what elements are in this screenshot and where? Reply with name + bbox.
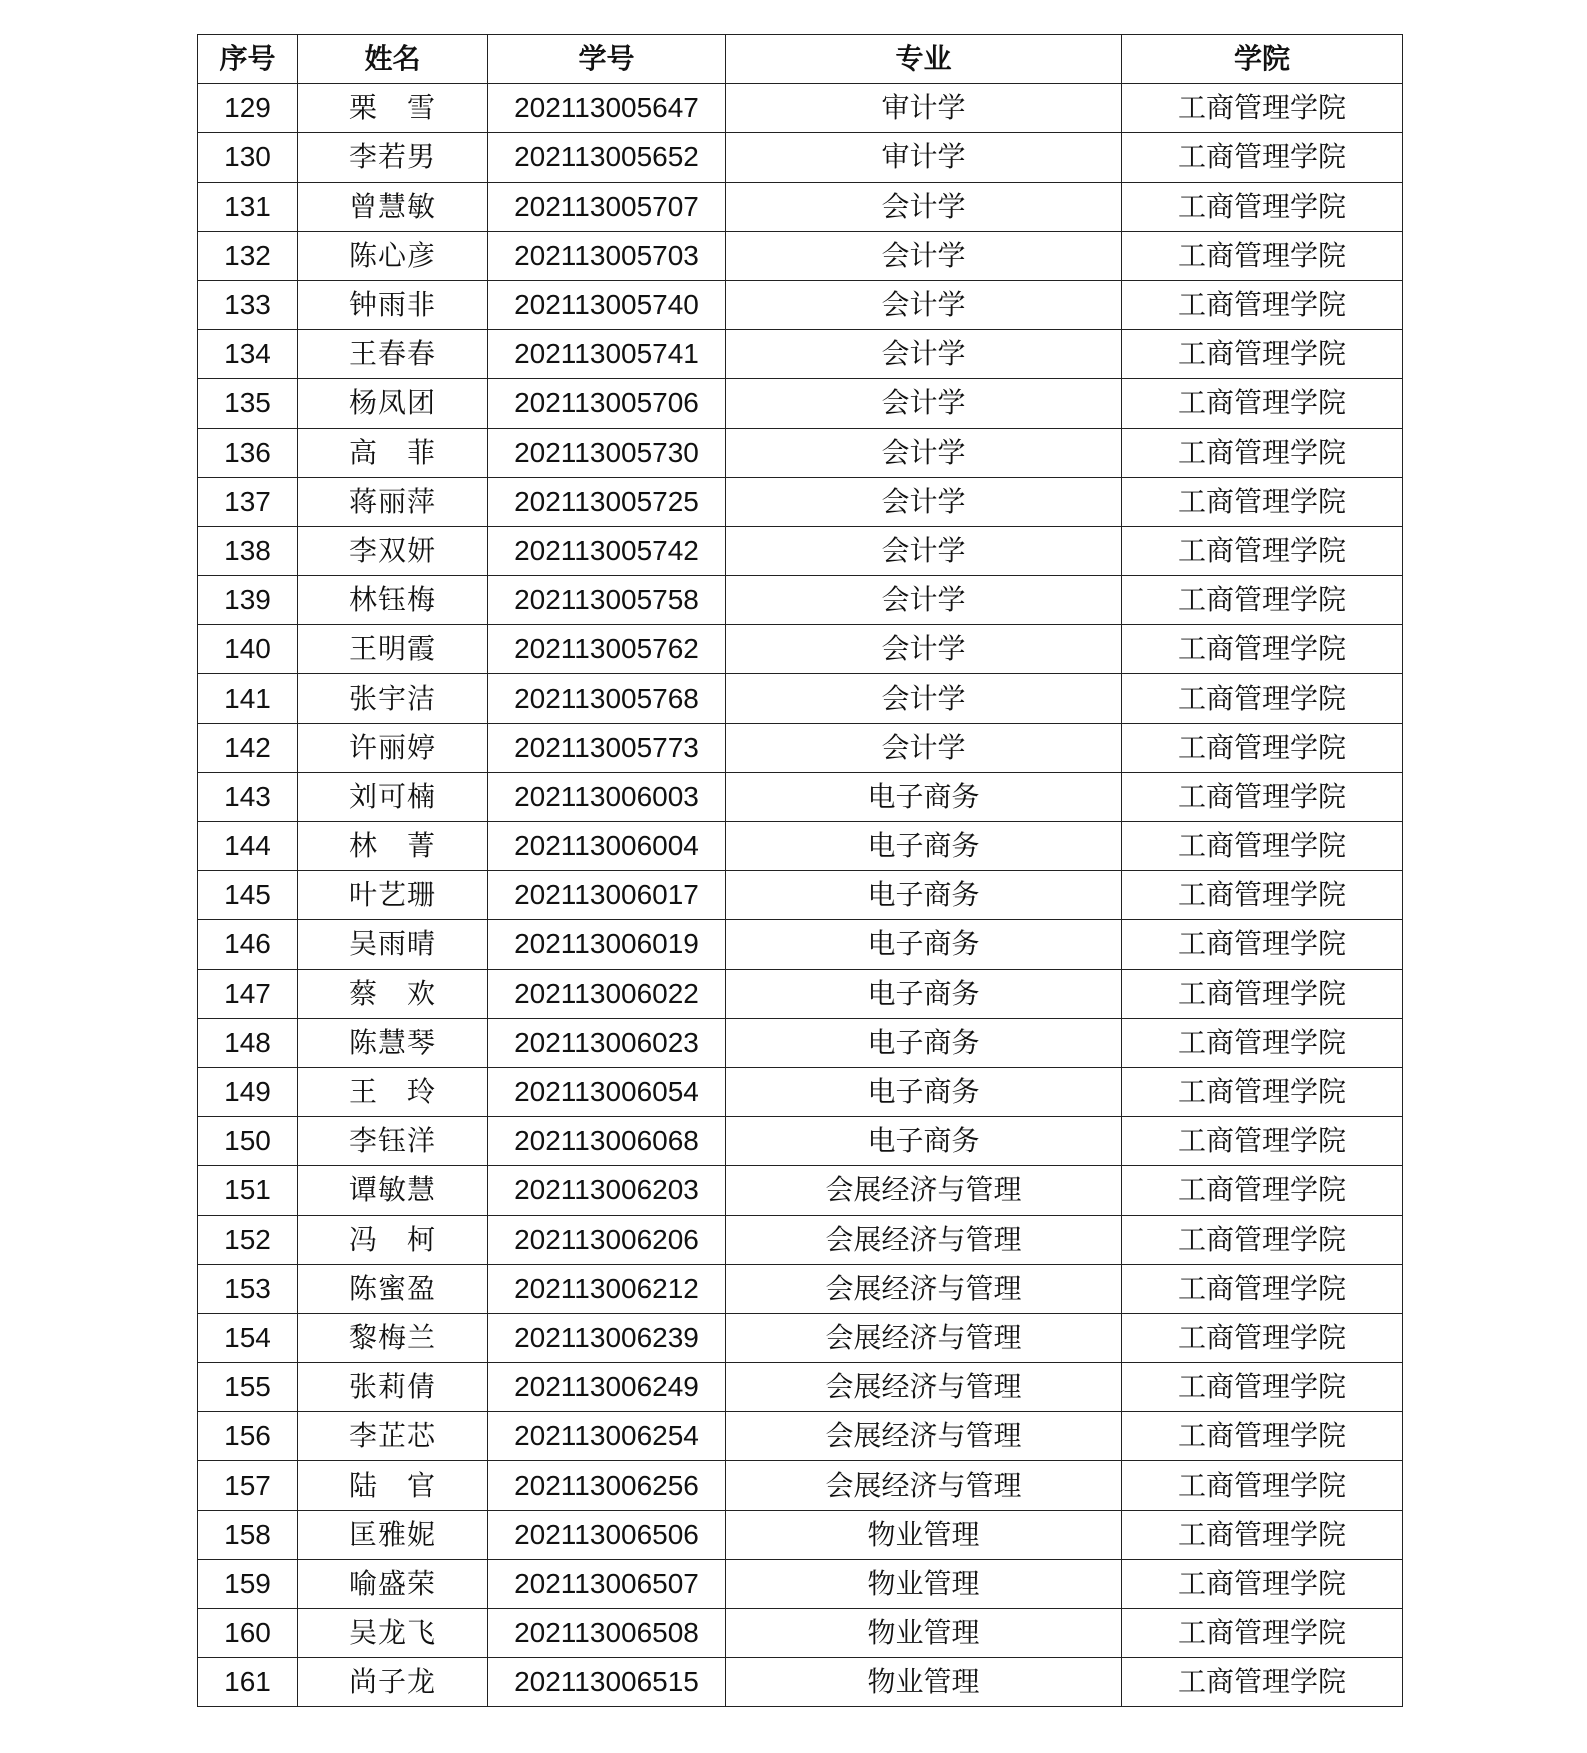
cell-name: 吴雨晴 [298, 920, 488, 969]
cell-major: 会展经济与管理 [726, 1166, 1122, 1215]
header-student-id: 学号 [488, 35, 726, 84]
cell-major: 会计学 [726, 723, 1122, 772]
cell-name: 冯 柯 [298, 1215, 488, 1264]
cell-student-id: 202113006249 [488, 1363, 726, 1412]
cell-student-id: 202113006017 [488, 871, 726, 920]
cell-name: 陈蜜盈 [298, 1264, 488, 1313]
cell-college: 工商管理学院 [1122, 379, 1403, 428]
cell-major: 电子商务 [726, 1067, 1122, 1116]
cell-student-id: 202113005758 [488, 576, 726, 625]
table-row [198, 920, 1403, 969]
cell-student-id: 202113005703 [488, 231, 726, 280]
cell-college: 工商管理学院 [1122, 1166, 1403, 1215]
cell-college: 工商管理学院 [1122, 231, 1403, 280]
cell-seq: 146 [198, 920, 298, 969]
cell-seq: 147 [198, 969, 298, 1018]
cell-major: 会计学 [726, 379, 1122, 428]
cell-major: 电子商务 [726, 871, 1122, 920]
table-row [198, 1461, 1403, 1510]
cell-major: 审计学 [726, 133, 1122, 182]
cell-college: 工商管理学院 [1122, 280, 1403, 329]
table-row [198, 723, 1403, 772]
cell-student-id: 202113006022 [488, 969, 726, 1018]
cell-college: 工商管理学院 [1122, 674, 1403, 723]
cell-student-id: 202113006068 [488, 1117, 726, 1166]
cell-name: 钟雨非 [298, 280, 488, 329]
table-body [198, 84, 1403, 1707]
table-row [198, 1166, 1403, 1215]
cell-student-id: 202113005740 [488, 280, 726, 329]
cell-college: 工商管理学院 [1122, 920, 1403, 969]
cell-name: 林 菁 [298, 822, 488, 871]
cell-name: 蔡 欢 [298, 969, 488, 1018]
cell-name: 王明霞 [298, 625, 488, 674]
table-row [198, 576, 1403, 625]
table-row [198, 1117, 1403, 1166]
cell-major: 电子商务 [726, 920, 1122, 969]
header-college: 学院 [1122, 35, 1403, 84]
cell-student-id: 202113006507 [488, 1559, 726, 1608]
cell-seq: 158 [198, 1510, 298, 1559]
cell-student-id: 202113005707 [488, 182, 726, 231]
cell-major: 物业管理 [726, 1510, 1122, 1559]
table-row [198, 1559, 1403, 1608]
cell-major: 会计学 [726, 576, 1122, 625]
table-row [198, 1363, 1403, 1412]
cell-seq: 135 [198, 379, 298, 428]
cell-seq: 150 [198, 1117, 298, 1166]
cell-name: 高 菲 [298, 428, 488, 477]
cell-college: 工商管理学院 [1122, 330, 1403, 379]
table-row [198, 1067, 1403, 1116]
cell-name: 叶艺珊 [298, 871, 488, 920]
header-major: 专业 [726, 35, 1122, 84]
cell-name: 李钰洋 [298, 1117, 488, 1166]
cell-student-id: 202113005773 [488, 723, 726, 772]
table-row [198, 822, 1403, 871]
cell-name: 陈心彦 [298, 231, 488, 280]
cell-student-id: 202113006506 [488, 1510, 726, 1559]
cell-name: 张莉倩 [298, 1363, 488, 1412]
cell-college: 工商管理学院 [1122, 1510, 1403, 1559]
cell-major: 电子商务 [726, 969, 1122, 1018]
cell-seq: 156 [198, 1412, 298, 1461]
cell-student-id: 202113006256 [488, 1461, 726, 1510]
header-seq: 序号 [198, 35, 298, 84]
cell-college: 工商管理学院 [1122, 1363, 1403, 1412]
table-row [198, 280, 1403, 329]
cell-name: 尚子龙 [298, 1658, 488, 1707]
cell-seq: 148 [198, 1018, 298, 1067]
cell-student-id: 202113006212 [488, 1264, 726, 1313]
cell-name: 曾慧敏 [298, 182, 488, 231]
table-row [198, 772, 1403, 821]
cell-seq: 130 [198, 133, 298, 182]
cell-college: 工商管理学院 [1122, 1018, 1403, 1067]
cell-name: 李双妍 [298, 526, 488, 575]
cell-name: 张宇洁 [298, 674, 488, 723]
table-row [198, 1412, 1403, 1461]
cell-college: 工商管理学院 [1122, 428, 1403, 477]
cell-college: 工商管理学院 [1122, 84, 1403, 133]
cell-student-id: 202113006515 [488, 1658, 726, 1707]
table-row [198, 330, 1403, 379]
table-row [198, 1018, 1403, 1067]
cell-seq: 160 [198, 1609, 298, 1658]
table-row [198, 379, 1403, 428]
cell-student-id: 202113006239 [488, 1313, 726, 1362]
cell-seq: 139 [198, 576, 298, 625]
cell-student-id: 202113006004 [488, 822, 726, 871]
cell-college: 工商管理学院 [1122, 772, 1403, 821]
cell-seq: 152 [198, 1215, 298, 1264]
cell-name: 匡雅妮 [298, 1510, 488, 1559]
cell-major: 会展经济与管理 [726, 1215, 1122, 1264]
cell-student-id: 202113005652 [488, 133, 726, 182]
cell-major: 会计学 [726, 477, 1122, 526]
cell-major: 会计学 [726, 280, 1122, 329]
cell-seq: 133 [198, 280, 298, 329]
cell-major: 会计学 [726, 330, 1122, 379]
cell-seq: 138 [198, 526, 298, 575]
cell-college: 工商管理学院 [1122, 477, 1403, 526]
cell-seq: 157 [198, 1461, 298, 1510]
cell-major: 会展经济与管理 [726, 1461, 1122, 1510]
cell-major: 物业管理 [726, 1658, 1122, 1707]
cell-college: 工商管理学院 [1122, 871, 1403, 920]
cell-seq: 136 [198, 428, 298, 477]
cell-college: 工商管理学院 [1122, 1658, 1403, 1707]
cell-student-id: 202113005647 [488, 84, 726, 133]
cell-college: 工商管理学院 [1122, 969, 1403, 1018]
cell-major: 电子商务 [726, 1018, 1122, 1067]
table-row [198, 674, 1403, 723]
cell-student-id: 202113006206 [488, 1215, 726, 1264]
cell-seq: 153 [198, 1264, 298, 1313]
cell-college: 工商管理学院 [1122, 133, 1403, 182]
cell-major: 电子商务 [726, 772, 1122, 821]
cell-major: 物业管理 [726, 1559, 1122, 1608]
cell-name: 刘可楠 [298, 772, 488, 821]
cell-student-id: 202113006203 [488, 1166, 726, 1215]
cell-college: 工商管理学院 [1122, 576, 1403, 625]
cell-college: 工商管理学院 [1122, 182, 1403, 231]
table-row [198, 1510, 1403, 1559]
cell-major: 会计学 [726, 231, 1122, 280]
cell-name: 李芷芯 [298, 1412, 488, 1461]
cell-student-id: 202113005725 [488, 477, 726, 526]
cell-student-id: 202113006254 [488, 1412, 726, 1461]
cell-student-id: 202113005741 [488, 330, 726, 379]
header-name: 姓名 [298, 35, 488, 84]
cell-major: 会计学 [726, 526, 1122, 575]
cell-major: 会计学 [726, 625, 1122, 674]
cell-seq: 155 [198, 1363, 298, 1412]
cell-name: 李若男 [298, 133, 488, 182]
cell-major: 会计学 [726, 428, 1122, 477]
cell-college: 工商管理学院 [1122, 723, 1403, 772]
table-row [198, 1215, 1403, 1264]
cell-college: 工商管理学院 [1122, 1067, 1403, 1116]
table-row [198, 1609, 1403, 1658]
cell-major: 会展经济与管理 [726, 1412, 1122, 1461]
cell-seq: 145 [198, 871, 298, 920]
cell-seq: 141 [198, 674, 298, 723]
cell-student-id: 202113006508 [488, 1609, 726, 1658]
cell-name: 王春春 [298, 330, 488, 379]
cell-seq: 154 [198, 1313, 298, 1362]
cell-college: 工商管理学院 [1122, 1215, 1403, 1264]
cell-college: 工商管理学院 [1122, 822, 1403, 871]
table-row [198, 1313, 1403, 1362]
table-header-row [198, 35, 1403, 84]
table-row [198, 84, 1403, 133]
cell-name: 陆 官 [298, 1461, 488, 1510]
cell-student-id: 202113006003 [488, 772, 726, 821]
cell-name: 林钰梅 [298, 576, 488, 625]
cell-college: 工商管理学院 [1122, 625, 1403, 674]
cell-college: 工商管理学院 [1122, 1412, 1403, 1461]
cell-college: 工商管理学院 [1122, 1559, 1403, 1608]
cell-college: 工商管理学院 [1122, 1117, 1403, 1166]
cell-student-id: 202113005730 [488, 428, 726, 477]
cell-student-id: 202113006019 [488, 920, 726, 969]
table-row [198, 133, 1403, 182]
table-row [198, 1264, 1403, 1313]
cell-college: 工商管理学院 [1122, 1461, 1403, 1510]
cell-seq: 144 [198, 822, 298, 871]
cell-student-id: 202113006054 [488, 1067, 726, 1116]
cell-name: 蒋丽萍 [298, 477, 488, 526]
cell-major: 会计学 [726, 674, 1122, 723]
cell-seq: 149 [198, 1067, 298, 1116]
cell-major: 会展经济与管理 [726, 1363, 1122, 1412]
table-row [198, 969, 1403, 1018]
cell-college: 工商管理学院 [1122, 1264, 1403, 1313]
cell-major: 电子商务 [726, 822, 1122, 871]
cell-name: 陈慧琴 [298, 1018, 488, 1067]
table-row [198, 182, 1403, 231]
cell-student-id: 202113005762 [488, 625, 726, 674]
cell-seq: 131 [198, 182, 298, 231]
cell-student-id: 202113005742 [488, 526, 726, 575]
cell-name: 王 玲 [298, 1067, 488, 1116]
cell-major: 会展经济与管理 [726, 1264, 1122, 1313]
cell-student-id: 202113006023 [488, 1018, 726, 1067]
cell-seq: 140 [198, 625, 298, 674]
cell-seq: 159 [198, 1559, 298, 1608]
cell-seq: 142 [198, 723, 298, 772]
cell-college: 工商管理学院 [1122, 526, 1403, 575]
cell-college: 工商管理学院 [1122, 1313, 1403, 1362]
table-row [198, 428, 1403, 477]
cell-name: 许丽婷 [298, 723, 488, 772]
cell-major: 会展经济与管理 [726, 1313, 1122, 1362]
cell-name: 吴龙飞 [298, 1609, 488, 1658]
cell-seq: 134 [198, 330, 298, 379]
cell-major: 电子商务 [726, 1117, 1122, 1166]
cell-seq: 151 [198, 1166, 298, 1215]
cell-college: 工商管理学院 [1122, 1609, 1403, 1658]
cell-student-id: 202113005768 [488, 674, 726, 723]
table-row [198, 1658, 1403, 1707]
cell-name: 黎梅兰 [298, 1313, 488, 1362]
cell-seq: 132 [198, 231, 298, 280]
cell-major: 物业管理 [726, 1609, 1122, 1658]
cell-major: 审计学 [726, 84, 1122, 133]
cell-seq: 143 [198, 772, 298, 821]
table-row [198, 625, 1403, 674]
cell-seq: 137 [198, 477, 298, 526]
cell-seq: 129 [198, 84, 298, 133]
table-row [198, 231, 1403, 280]
cell-student-id: 202113005706 [488, 379, 726, 428]
cell-name: 杨凤团 [298, 379, 488, 428]
table-row [198, 477, 1403, 526]
table-row [198, 871, 1403, 920]
document-page [197, 34, 1402, 1707]
table-row [198, 526, 1403, 575]
cell-major: 会计学 [726, 182, 1122, 231]
cell-seq: 161 [198, 1658, 298, 1707]
student-roster-table [197, 34, 1403, 1707]
cell-name: 喻盛荣 [298, 1559, 488, 1608]
cell-name: 谭敏慧 [298, 1166, 488, 1215]
cell-name: 栗 雪 [298, 84, 488, 133]
